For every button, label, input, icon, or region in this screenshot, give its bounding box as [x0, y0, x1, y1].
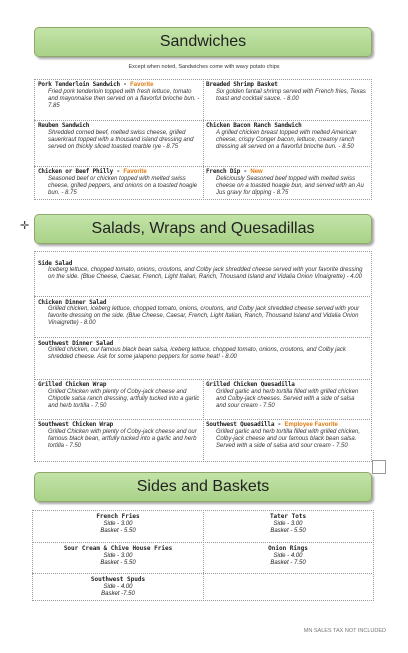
- wrap-item: Southwest Quesadilla - Employee Favorite Grilled garlic and herb tortilla filled with grilled chicken, Colby-jack cheese and our famous black bean salsa. Served with a side of salsa and sour cream - 7.50: [206, 421, 361, 449]
- side-item: Sour Cream & Chive House Fries Side - 3.00 Basket - 5.50: [63, 545, 173, 566]
- salad-item: Chicken Dinner Salad Grilled chicken, iceberg lettuce, chopped tomato, onions, croutons, and Colby jack shredded cheese served with your favorite dressing on the side. (Blue Cheese, Caesar, French, Light Italian, Ranch, Thousand Island and Vidalia Onion Vinaigrette) - 8.00: [38, 299, 360, 326]
- salad-item: Side Salad Iceberg lettuce, chopped tomato, onions, croutons, and Colby jack shredded cheese served with your favorite dressing on the side. (Blue Cheese, Caesar, French, Light Italian, Ranch, Thousand Island and Vidalia Onion Vinaigrette) - 4.00: [38, 260, 363, 280]
- wrap-item: Southwest Chicken Wrap Grilled Chicken with plenty of Coby-jack cheese and our famous black bean, artfully tucked into a garlic and herb tortilla - 7.50: [38, 421, 197, 449]
- sandwich-item: Breaded Shrimp Basket Six golden fantail shrimp served with French fries, Texas toast and cocktail sauce. - 8.00: [206, 81, 366, 102]
- wrap-item: Grilled Chicken Quesadilla Grilled garlic and herb tortilla filled with grilled chicken and Colby-jack cheeses. Served with a side of salsa and sour cream - 7.50: [206, 381, 359, 409]
- move-handle-icon[interactable]: ✛: [20, 220, 30, 232]
- sandwich-item: French Dip - New Deliciously Seasoned beef topped with melted swiss cheese on a toasted hoagie bun, and served with an Au Jus gravy for dipping - 8.75: [206, 168, 364, 196]
- sandwich-item: Chicken or Beef Philly - Favorite Seasoned beef or chicken topped with melted swiss cheese, grilled peppers, and onions on a toasted hoagie bun. - 8.75: [38, 168, 198, 196]
- resize-handle[interactable]: [372, 460, 386, 474]
- salads-heading: Salads, Wraps and Quesadillas: [34, 214, 372, 244]
- side-item: Onion Rings Side - 4.00 Basket - 7.50: [268, 545, 308, 566]
- sandwich-item: Reuben Sandwich Shredded corned beef, melted swiss cheese, grilled sauerkraut topped with a thousand island dressing and served on thickly sliced toasted marble rye - 8.75: [38, 122, 194, 150]
- salad-item: Southwest Dinner Salad Grilled chicken, our famous black bean salsa, iceberg lettuce, chopped tomato, onions, croutons, and Colby jack shredded cheese. Ask for some jalapeno peppers for some heat! - 8.00: [38, 340, 346, 360]
- side-item: Southwest Spuds Side - 4.00 Basket -7.50: [90, 576, 146, 597]
- sandwiches-heading: Sandwiches: [34, 27, 372, 57]
- tax-note: MN SALES TAX NOT INCLUDED: [303, 628, 386, 634]
- sides-heading: Sides and Baskets: [34, 472, 372, 502]
- sandwich-item: Pork Tenderloin Sandwich - Favorite Fried pork tenderloin topped with fresh lettuce, tomato and mayonnaise then served on a flavorful brioche bun. - 7.85: [38, 81, 200, 109]
- side-item: French Fries Side - 3.00 Basket - 5.50: [96, 513, 140, 534]
- sandwich-note: Except when noted, Sandwiches come with wavy potato chips: [128, 64, 280, 70]
- sandwich-table-divider: [203, 79, 204, 198]
- sandwich-item: Chicken Bacon Ranch Sandwich A grilled chicken breast topped with melted American cheese, crispy Conger bacon, lettuce, creamy ranch dressing all served on a flavorful brioche bun. - 8.50: [206, 122, 357, 150]
- side-item: Tater Tots Side - 3.00 Basket - 5.50: [269, 513, 307, 534]
- wrap-item: Grilled Chicken Wrap Grilled Chicken with plenty of Coby-jack cheese and Chipotle salsa ranch dressing, artfully tucked into a garlic and herb tortilla - 7.50: [38, 381, 200, 409]
